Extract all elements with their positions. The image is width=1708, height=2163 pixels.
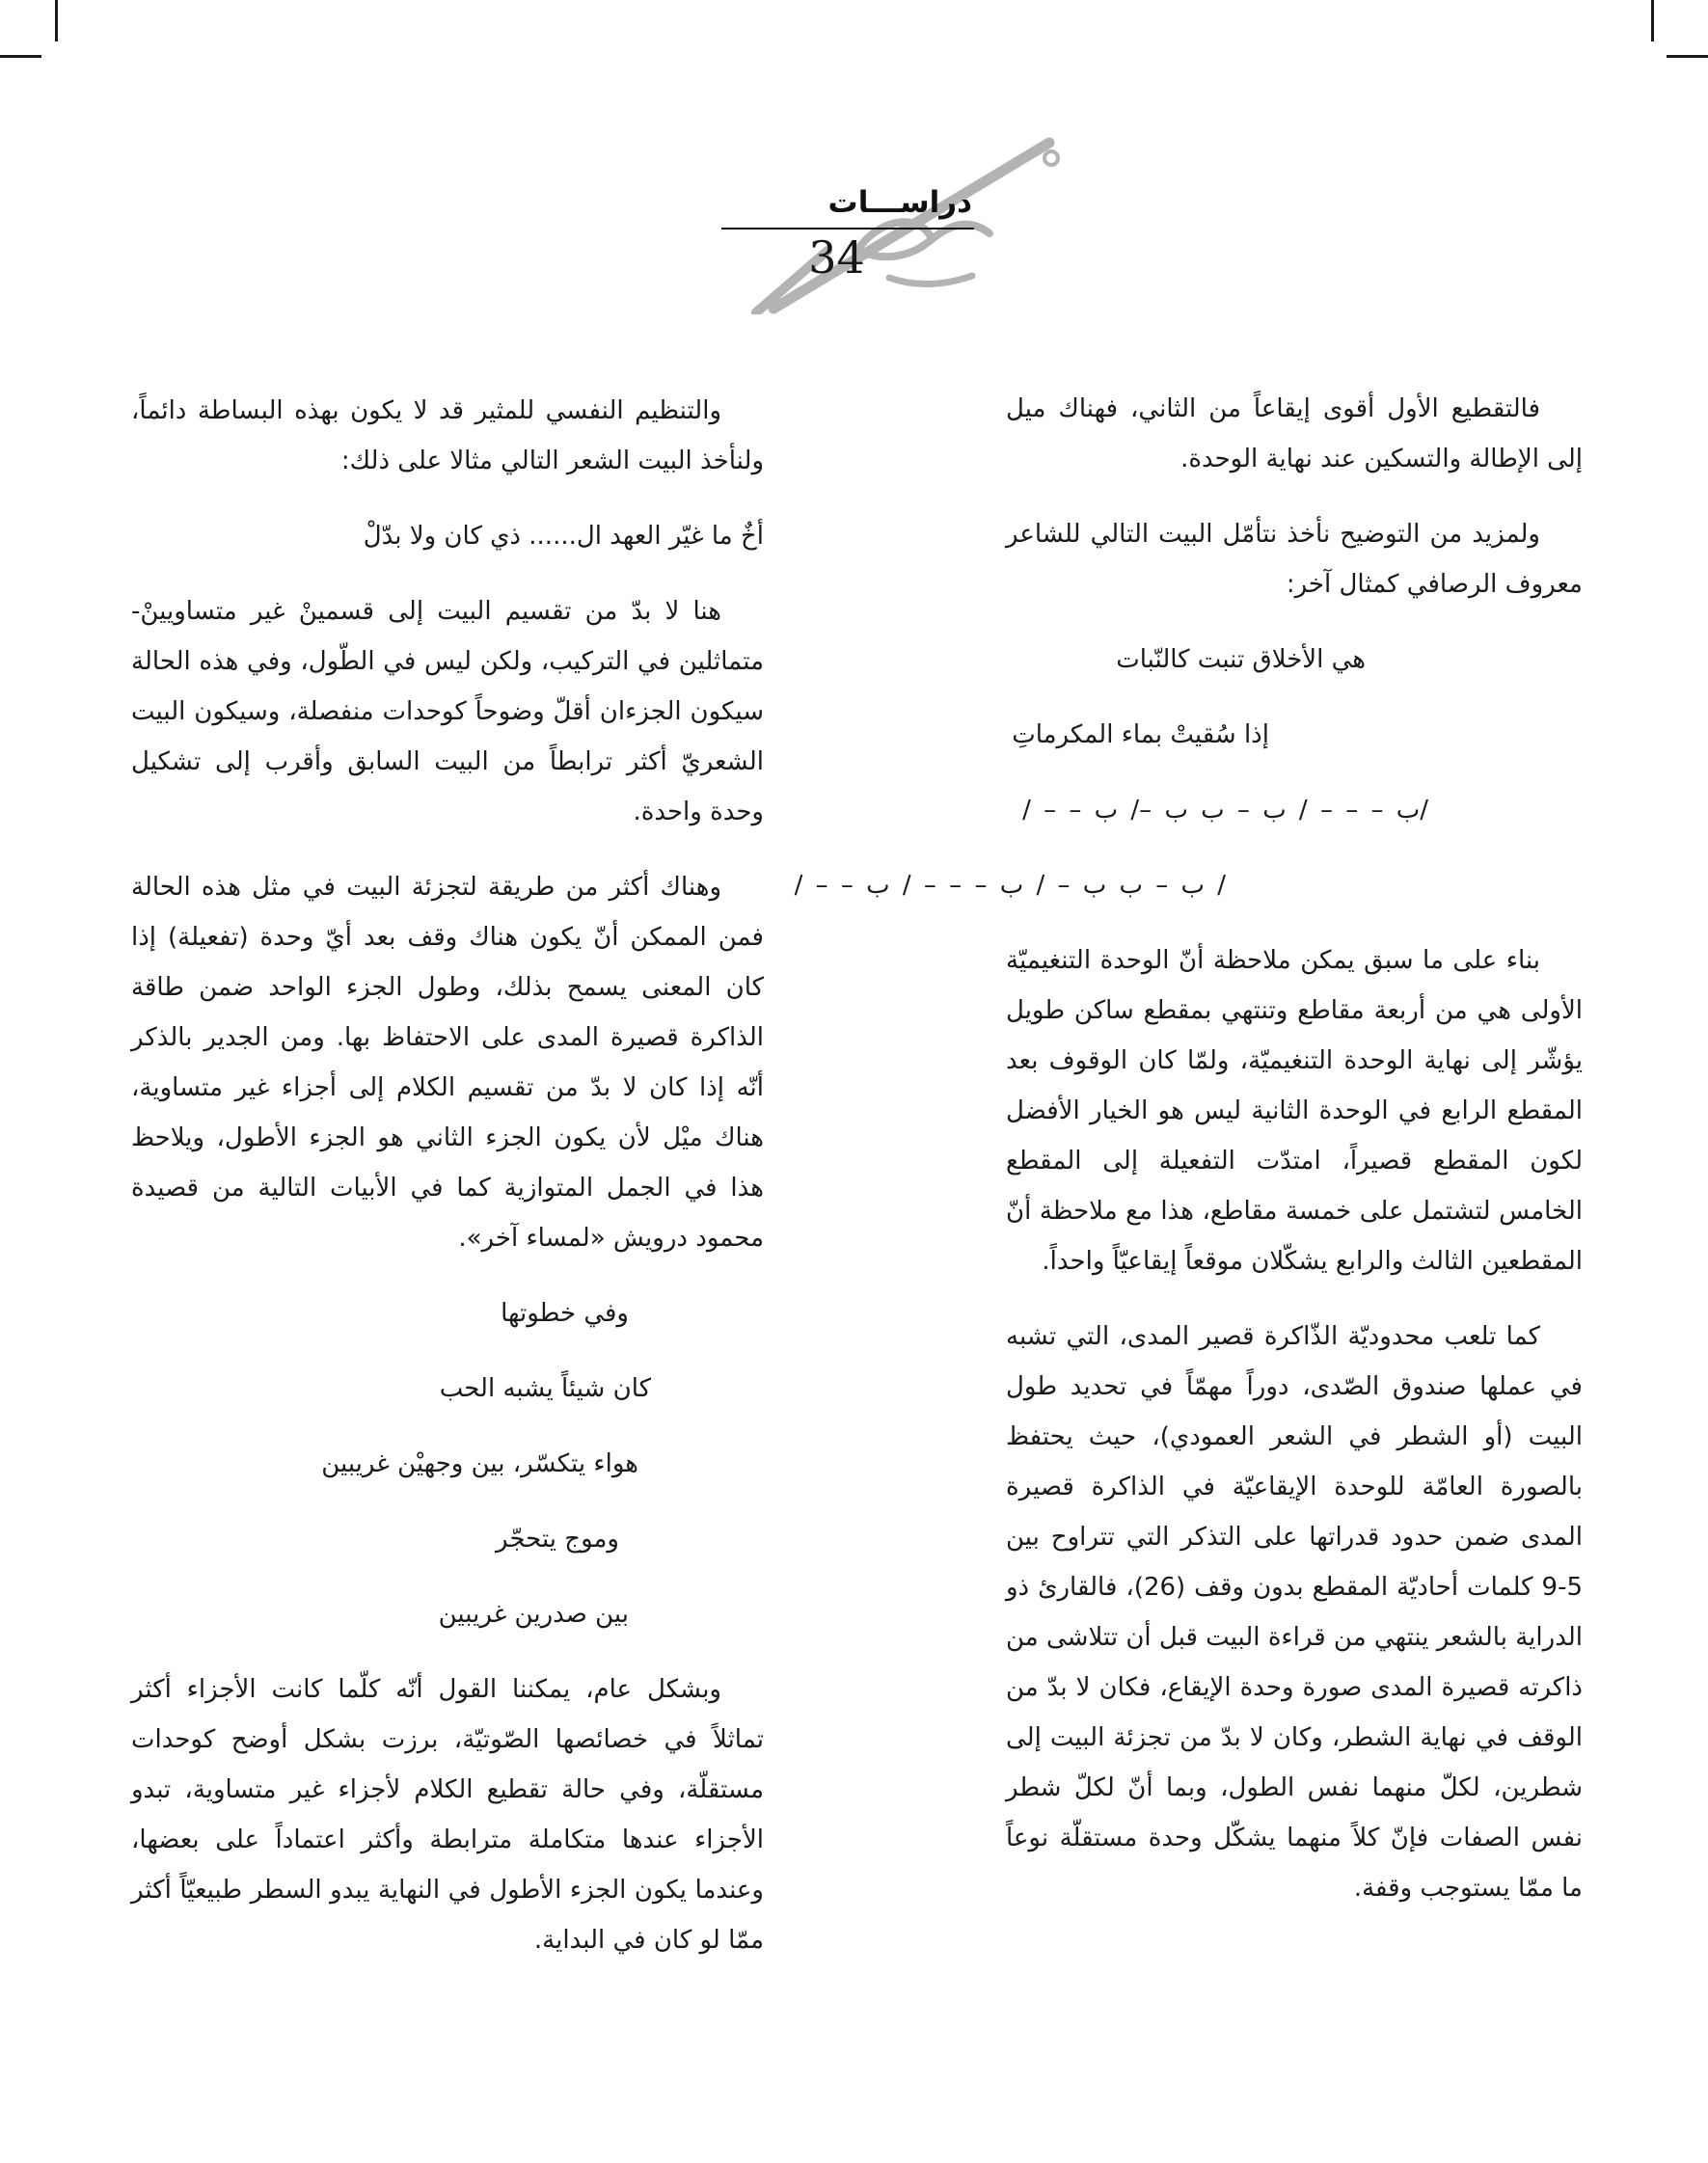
- verse-line: هواء يتكسّر، بين وجهيْن غريبين: [321, 1449, 638, 1478]
- page-number: 34: [808, 231, 865, 284]
- header-rule: [721, 228, 974, 230]
- crop-mark: [1667, 55, 1708, 58]
- verse-line: بين صدرين غريبين: [438, 1600, 629, 1629]
- verse-line: كان شيئاً يشبه الحب: [439, 1374, 651, 1403]
- metric-scansion-line: / ب – ب ب – / ب – – – / ب – – /: [794, 871, 1226, 900]
- crop-mark: [1651, 0, 1654, 41]
- journal-logo-calligraphy-icon: [745, 133, 1077, 314]
- crop-mark: [55, 0, 58, 41]
- paragraph: وهناك أكثر من طريقة لتجزئة البيت في مثل هذه الحالة فمن الممكن أنّ يكون هناك وقف بعد أيّ وحدة (تفعيلة) إذا كان المعنى يسمح بذلك، وطول الجزء الواحد ضمن طاقة الذاكرة قصيرة المدى على الاحتفاظ بها. ومن الجدير بالذكر أنّه إذا كان لا بدّ من تقسيم الكلام إلى أجزاء غير متساوية، هناك ميْل لأن يكون الجزء الثاني هو الجزء الأطول، ويلاحظ هذا في الجمل المتوازية كما في الأبيات التالية من قصيدة محمود درويش «لمساء آخر».: [131, 873, 764, 1253]
- verse-line: أخٌ ما غيّر العهد ال...... ذي كان ولا بدّلْ: [363, 522, 764, 551]
- paragraph: هنا لا بدّ من تقسيم البيت إلى قسمينْ غير متساويينْ- متماثلين في التركيب، ولكن ليس في الطّول، وفي هذه الحالة سيكون الجزءان أقلّ وضوحاً كوحدات منفصلة، وسيكون البيت الشعريّ أكثر ترابطاً من البيت السابق وأقرب إلى تشكيل وحدة واحدة.: [131, 597, 764, 826]
- column-left: [131, 386, 764, 1990]
- metric-scansion-line: /ب – – – / ب – ب ب –/ ب – – /: [1022, 796, 1428, 825]
- column-right: [794, 384, 1584, 1938]
- paragraph: ولمزيد من التوضيح نأخذ نتأمّل البيت التالي للشاعر معروف الرصافي كمثال آخر:: [1006, 520, 1583, 599]
- paragraph: والتنظيم النفسي للمثير قد لا يكون بهذه البساطة دائماً، ولنأخذ البيت الشعر التالي مثالا على ذلك:: [131, 396, 764, 475]
- crop-mark: [0, 55, 41, 58]
- paragraph: كما تلعب محدوديّة الذّاكرة قصير المدى، التي تشبه في عملها صندوق الصّدى، دوراً مهمّاً في تحديد طول البيت (أو الشطر في الشعر العمودي)، حيث يحتفظ بالصورة العامّة للوحدة الإيقاعيّة في الذاكرة قصيرة المدى ضمن حدود قدراتها على التذكر التي تتراوح بين 5-9 كلمات أحاديّة المقطع بدون وقف (26)، فالقارئ ذو الدراية بالشعر ينتهي من قراءة البيت قبل أن تتلاشى من ذاكرته قصيرة المدى صورة وحدة الإيقاع، فكان لا بدّ من الوقف في نهاية الشطر، وكان لا بدّ من تجزئة البيت إلى شطرين، لكلّ منهما نفس الطول، وبما أنّ لكلّ شطر نفس الصفات فإنّ كلاً منهما يشكّل وحدة مستقلّة نوعاً ما ممّا يستوجب وقفة.: [1006, 1322, 1584, 1903]
- paragraph: بناء على ما سبق يمكن ملاحظة أنّ الوحدة التنغيميّة الأولى هي من أربعة مقاطع وتنتهي بمقطع ساكن طويل يؤشّر إلى نهاية الوحدة التنغيميّة، ولمّا كان الوقوف بعد المقطع الرابع في الوحدة الثانية ليس هو الخيار الأفضل لكون المقطع قصيراً، امتدّت التفعيلة إلى المقطع الخامس لتشتمل على خمسة مقاطع، هذا مع ملاحظة أنّ المقطعين الثالث والرابع يشكّلان موقعاً إيقاعيّاً واحداً.: [1006, 946, 1583, 1276]
- paragraph: وبشكل عام، يمكننا القول أنّه كلّما كانت الأجزاء أكثر تماثلاً في خصائصها الصّوتيّة، برزت بشكل أوضح كوحدات مستقلّة، وفي حالة تقطيع الكلام لأجزاء غير متساوية، تبدو الأجزاء عندها متكاملة مترابطة وأكثر اعتماداً على بعضها، وعندما يكون الجزء الأطول في النهاية يبدو السطر طبيعيّاً أكثر ممّا لو كان في البداية.: [131, 1675, 764, 1955]
- verse-line: هي الأخلاق تنبت كالنّبات: [1116, 645, 1366, 674]
- paragraph: فالتقطيع الأول أقوى إيقاعاً من الثاني، فهناك ميل إلى الإطالة والتسكين عند نهاية الوحدة.: [1006, 394, 1583, 473]
- verse-line: وفي خطوتها: [501, 1299, 629, 1328]
- verse-line: إذا سُقيتْ بماء المكرماتِ: [1012, 720, 1269, 749]
- verse-line: وموج يتحجّر: [496, 1525, 619, 1554]
- section-title: دراســـات: [827, 185, 972, 220]
